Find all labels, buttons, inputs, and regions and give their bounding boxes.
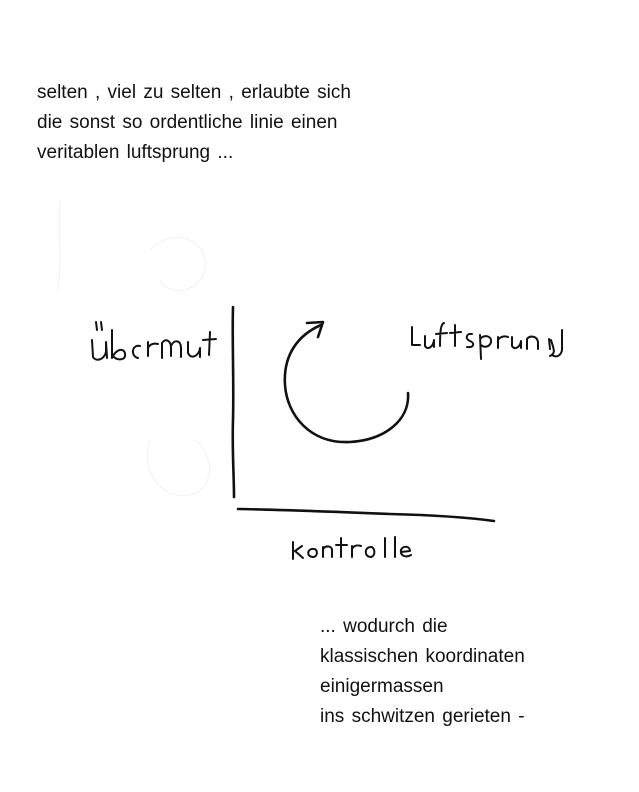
intro-line: die sonst so ordentliche linie einen [37, 112, 338, 133]
curve-label: luftsprung [410, 327, 513, 351]
outro-line: klassischen koordinaten [320, 646, 525, 667]
x-axis-label: kontrolle [290, 537, 378, 561]
y-axis-label: übermut [90, 338, 176, 362]
outro-line: ... wodurch die [320, 616, 448, 637]
outro-paragraph [320, 612, 525, 732]
outro-line: ins schwitzen gerieten - [320, 706, 525, 727]
y-axis-line [233, 307, 234, 497]
outro-line: einigermassen [320, 676, 444, 697]
intro-line: selten , viel zu selten , erlaubte sich [37, 82, 351, 103]
intro-line: veritablen luftsprung ... [37, 142, 234, 163]
luftsprung-curve [285, 325, 408, 442]
x-axis-line [238, 509, 494, 521]
